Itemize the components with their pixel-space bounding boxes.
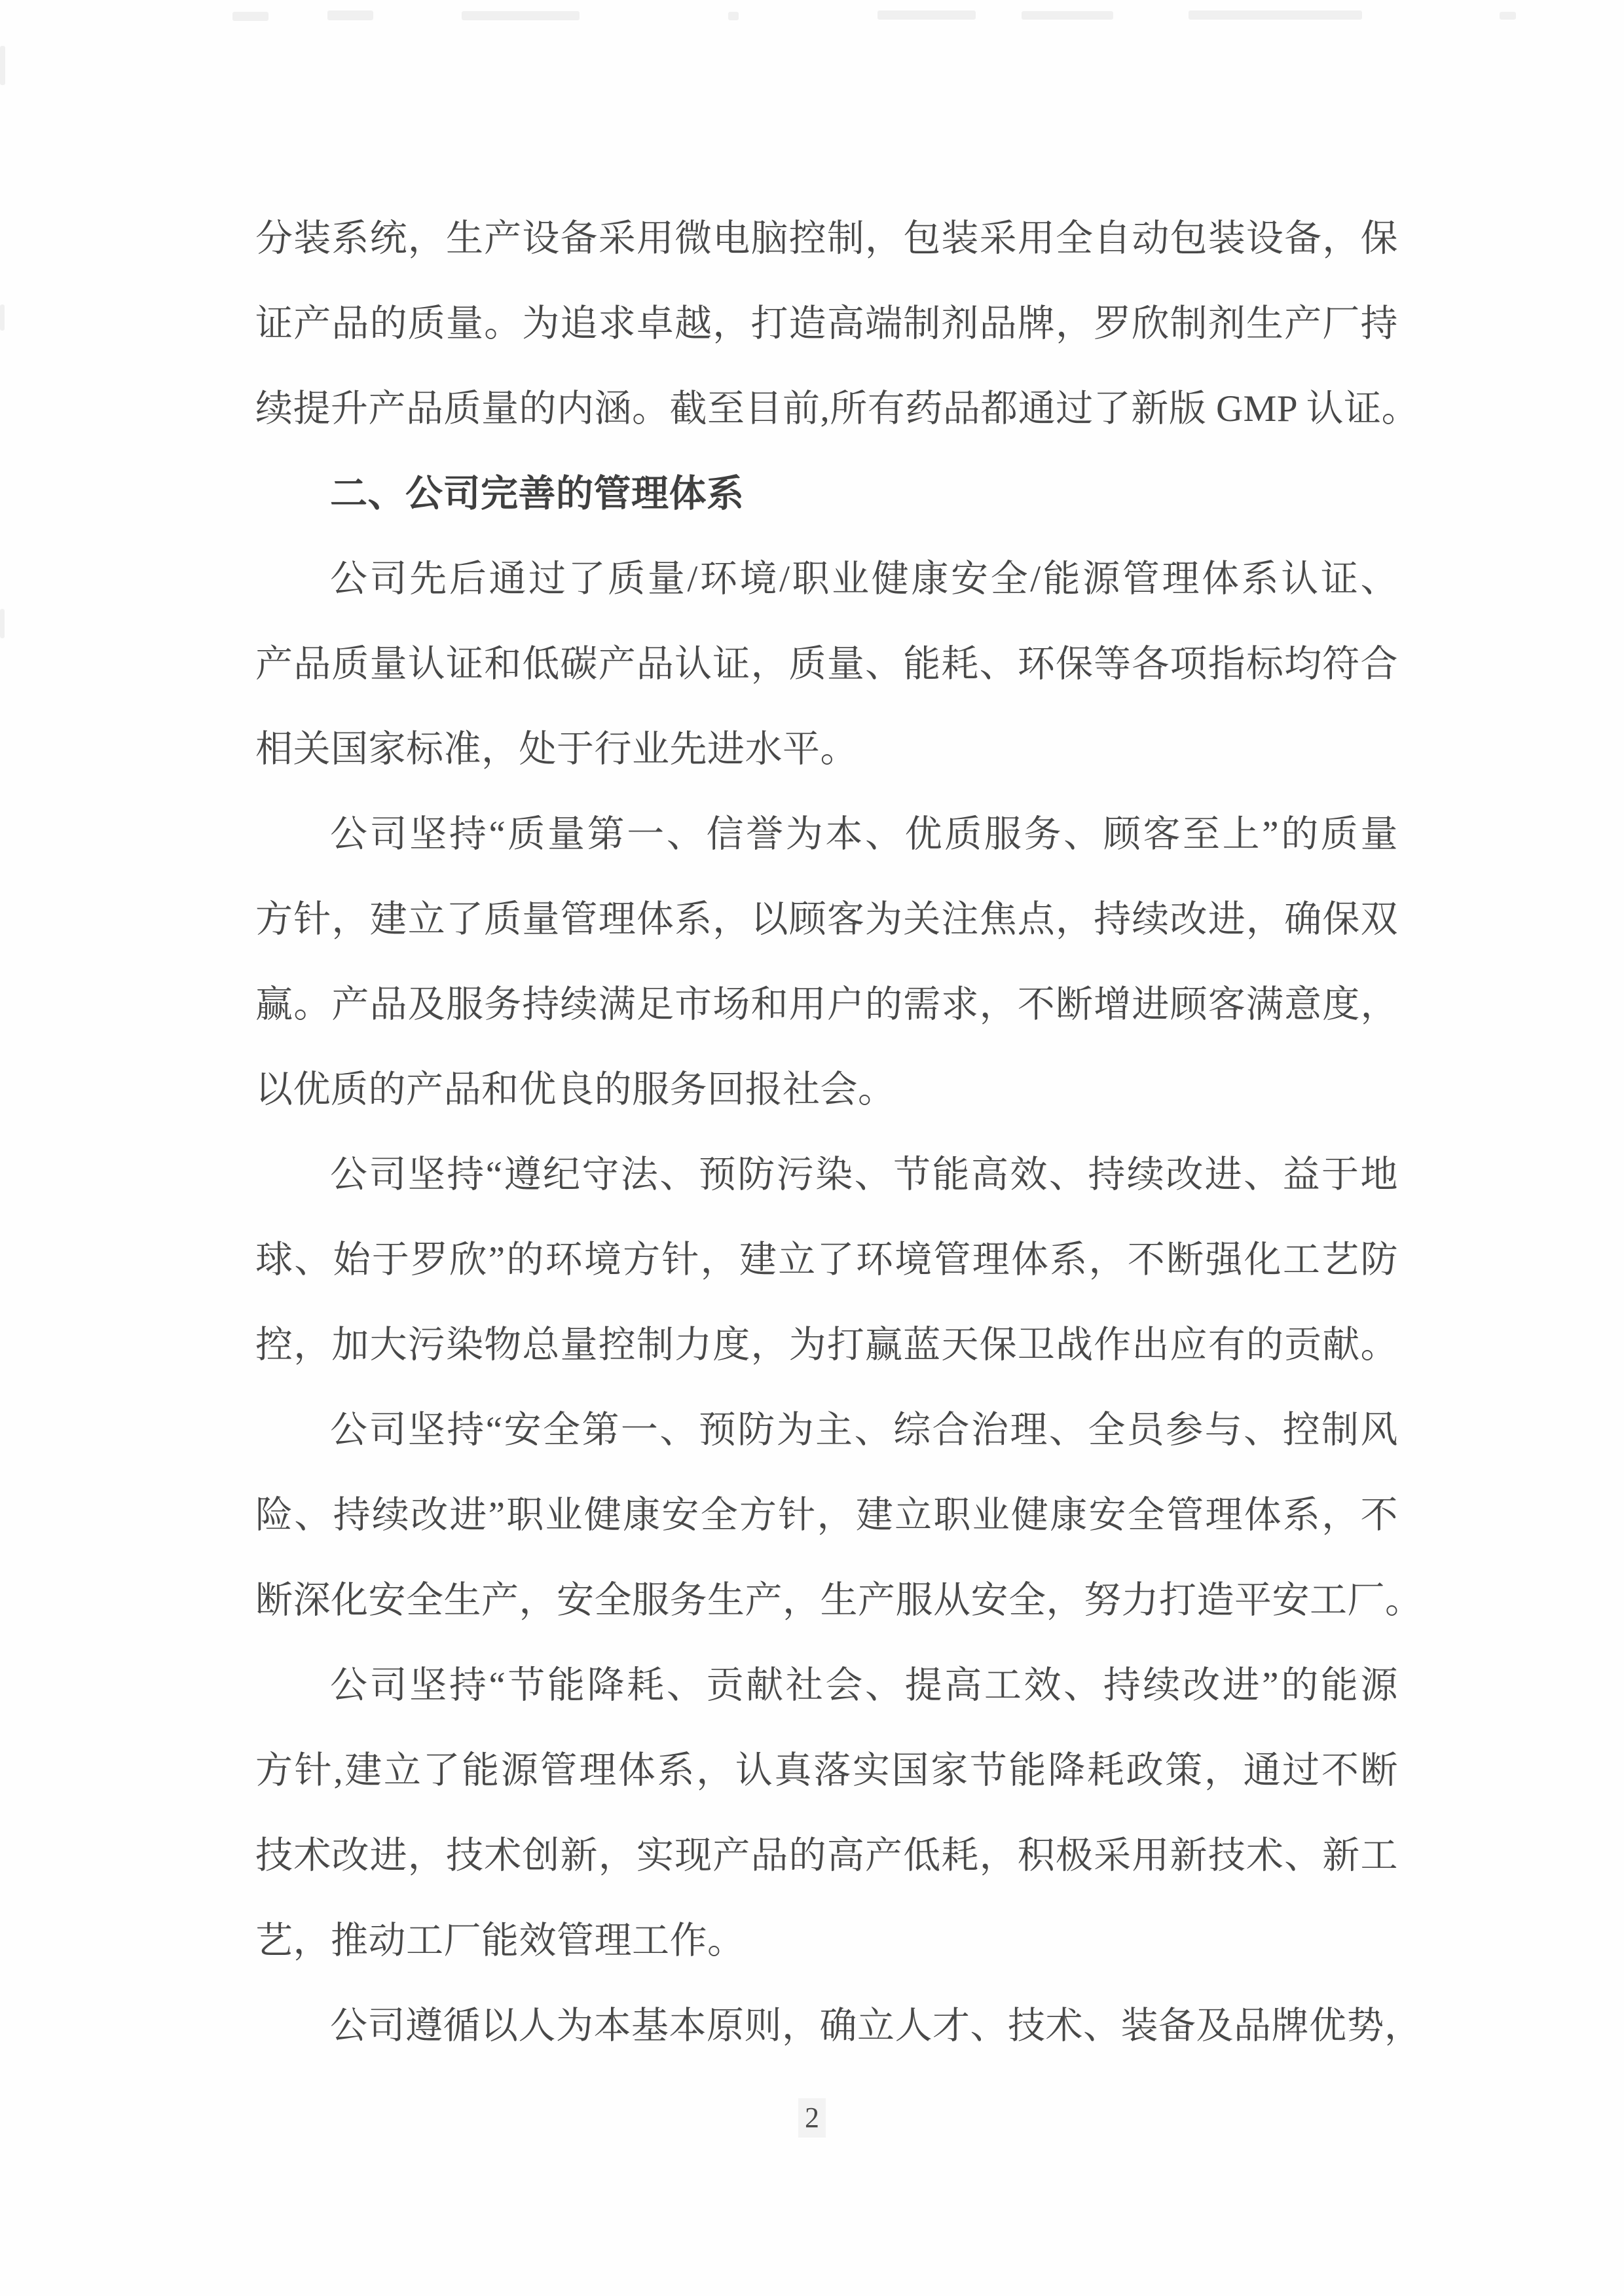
text-line: 产品质量认证和低碳产品认证，质量、能耗、环保等各项指标均符合 [255,644,1398,685]
text-line: 公司坚持“质量第一、信誉为本、优质服务、顾客至上”的质量 [330,814,1398,855]
text-line: 续提升产品质量的内涵。截至目前,所有药品都通过了新版 GMP 认证。 [255,388,1420,429]
text-line: 技术改进，技术创新，实现产品的高产低耗，积极采用新技术、新工 [255,1835,1398,1876]
scan-artifact [877,10,976,20]
text-line: 艺，推动工厂能效管理工作。 [255,1920,745,1961]
scan-artifact [1189,10,1362,20]
text-line: 公司先后通过了质量/环境/职业健康安全/能源管理体系认证、 [330,558,1398,600]
scan-artifact [1022,11,1113,20]
text-line: 证产品的质量。为追求卓越，打造高端制剂品牌，罗欣制剂生产厂持 [255,303,1398,344]
scan-artifact [232,12,268,21]
text-line: 相关国家标准，处于行业先进水平。 [255,729,858,770]
text-line: 公司坚持“节能降耗、贡献社会、提高工效、持续改进”的能源 [330,1665,1398,1706]
text-line: 险、持续改进”职业健康安全方针，建立职业健康安全管理体系，不 [255,1495,1398,1536]
page-number: 2 [798,2098,826,2138]
text-line: 方针，建立了质量管理体系，以顾客为关注焦点，持续改进，确保双 [255,899,1398,940]
scan-artifact [0,609,5,638]
document-body [255,196,1423,2069]
text-line: 方针,建立了能源管理体系，认真落实国家节能降耗政策，通过不断 [255,1750,1398,1791]
scan-artifact [728,12,739,20]
scan-artifact [327,10,373,20]
text-line: 控，加大污染物总量控制力度，为打赢蓝天保卫战作出应有的贡献。 [255,1324,1398,1366]
text-line: 分装系统，生产设备采用微电脑控制，包装采用全自动包装设备，保 [255,218,1398,259]
scan-artifact [0,304,5,331]
text-line: 断深化安全生产，安全服务生产，生产服从安全，努力打造平安工厂。 [255,1580,1423,1621]
scan-artifact [0,46,5,85]
scan-artifact [1500,12,1516,20]
text-line: 以优质的产品和优良的服务回报社会。 [255,1069,896,1110]
text-line: 公司坚持“遵纪守法、预防污染、节能高效、持续改进、益于地 [330,1154,1398,1195]
section-heading: 二、公司完善的管理体系 [330,473,745,515]
text-line: 公司坚持“安全第一、预防为主、综合治理、全员参与、控制风 [330,1410,1398,1451]
text-line: 公司遵循以人为本基本原则，确立人才、技术、装备及品牌优势， [330,2005,1422,2047]
text-line: 赢。产品及服务持续满足市场和用户的需求，不断增进顾客满意度， [255,984,1398,1025]
text-line: 球、始于罗欣”的环境方针，建立了环境管理体系，不断强化工艺防 [255,1239,1398,1281]
scan-artifact [462,11,580,20]
